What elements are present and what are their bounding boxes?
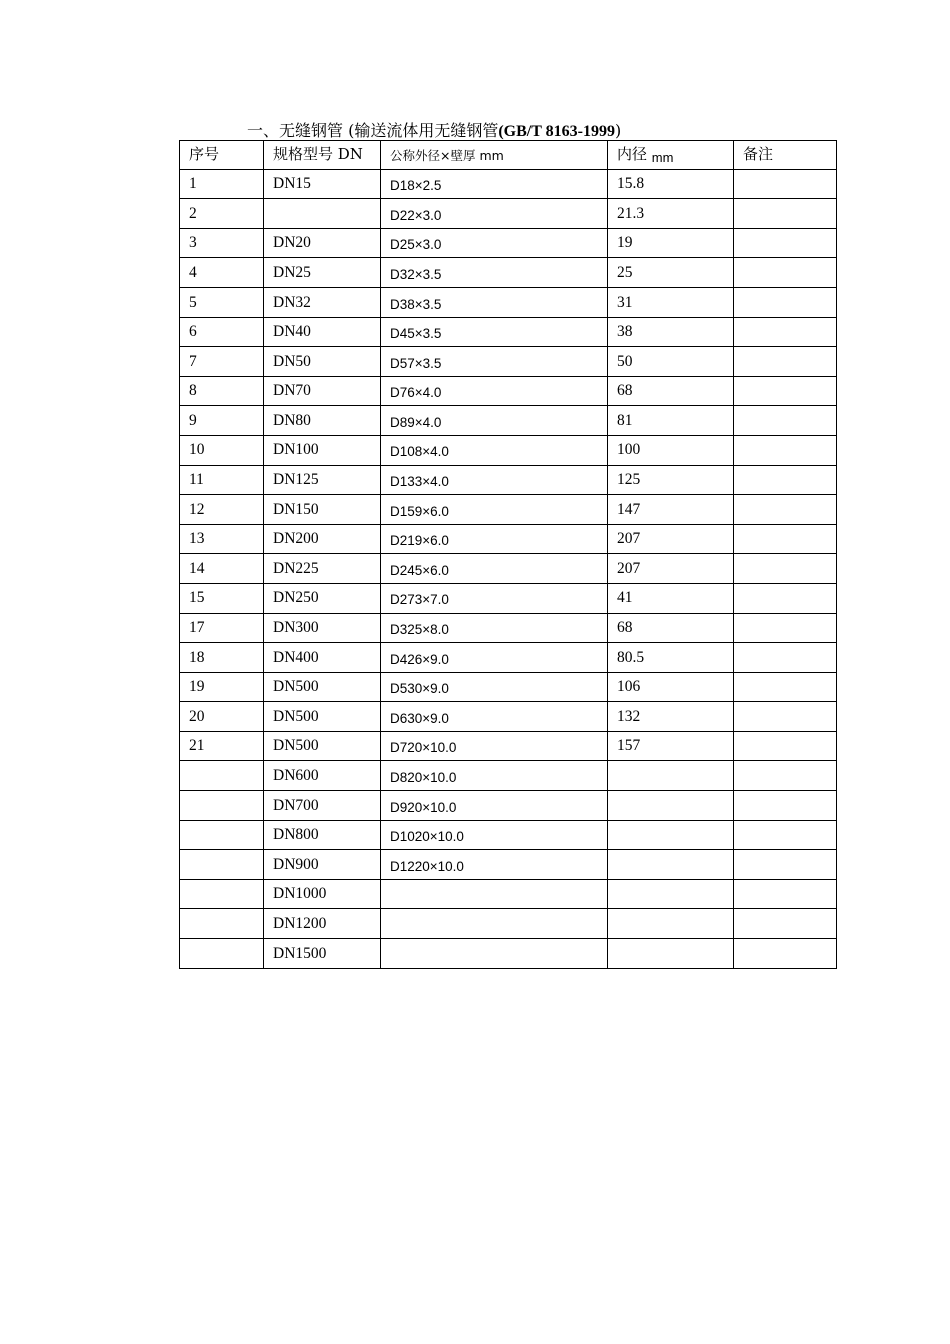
- table-body: [180, 169, 837, 968]
- cell-size: D159×6.0: [381, 495, 608, 525]
- table-row: [180, 613, 837, 643]
- cell-seq: 14: [180, 554, 264, 584]
- cell-inner-diameter: [608, 850, 734, 880]
- cell-spec: DN225: [264, 554, 381, 584]
- cell-spec: DN20: [264, 228, 381, 258]
- cell-inner-diameter: 38: [608, 317, 734, 347]
- cell-seq: [180, 939, 264, 969]
- header-inner-diameter: [608, 141, 734, 170]
- cell-size: D1220×10.0: [381, 850, 608, 880]
- cell-size: D45×3.5: [381, 317, 608, 347]
- cell-remark: [734, 199, 837, 229]
- cell-inner-diameter: 81: [608, 406, 734, 436]
- cell-seq: 3: [180, 228, 264, 258]
- cell-spec: DN700: [264, 791, 381, 821]
- cell-seq: [180, 791, 264, 821]
- cell-inner-diameter: 106: [608, 672, 734, 702]
- cell-inner-diameter: 21.3: [608, 199, 734, 229]
- table-row: [180, 672, 837, 702]
- cell-seq: [180, 909, 264, 939]
- cell-remark: [734, 258, 837, 288]
- cell-seq: 8: [180, 376, 264, 406]
- cell-remark: [734, 672, 837, 702]
- table-row: [180, 791, 837, 821]
- cell-size: D89×4.0: [381, 406, 608, 436]
- cell-size: D108×4.0: [381, 435, 608, 465]
- cell-spec: DN80: [264, 406, 381, 436]
- table-header-row: [180, 141, 837, 170]
- cell-inner-diameter: 25: [608, 258, 734, 288]
- cell-remark: [734, 495, 837, 525]
- cell-spec: DN150: [264, 495, 381, 525]
- cell-remark: [734, 524, 837, 554]
- cell-spec: DN70: [264, 376, 381, 406]
- cell-remark: [734, 820, 837, 850]
- table-row: [180, 347, 837, 377]
- table-row: [180, 731, 837, 761]
- cell-inner-diameter: [608, 791, 734, 821]
- cell-remark: [734, 643, 837, 673]
- cell-seq: 6: [180, 317, 264, 347]
- cell-seq: [180, 761, 264, 791]
- cell-remark: [734, 702, 837, 732]
- cell-spec: DN100: [264, 435, 381, 465]
- cell-spec: DN900: [264, 850, 381, 880]
- cell-remark: [734, 435, 837, 465]
- document-title: [247, 118, 621, 141]
- table-row: [180, 583, 837, 613]
- cell-size: D133×4.0: [381, 465, 608, 495]
- cell-inner-diameter: 132: [608, 702, 734, 732]
- table-row: [180, 524, 837, 554]
- table-row: [180, 376, 837, 406]
- cell-size: D820×10.0: [381, 761, 608, 791]
- cell-spec: DN15: [264, 169, 381, 199]
- cell-remark: [734, 939, 837, 969]
- table-row: [180, 820, 837, 850]
- cell-remark: [734, 228, 837, 258]
- cell-seq: 10: [180, 435, 264, 465]
- cell-remark: [734, 406, 837, 436]
- cell-size: [381, 909, 608, 939]
- cell-seq: 2: [180, 199, 264, 229]
- header-inner-label: 内径: [617, 145, 648, 164]
- cell-spec: DN250: [264, 583, 381, 613]
- cell-seq: 5: [180, 287, 264, 317]
- cell-size: D920×10.0: [381, 791, 608, 821]
- cell-size: [381, 879, 608, 909]
- table-row: [180, 554, 837, 584]
- table-row: [180, 406, 837, 436]
- table-row: [180, 435, 837, 465]
- cell-seq: 20: [180, 702, 264, 732]
- cell-spec: DN32: [264, 287, 381, 317]
- cell-spec: DN1000: [264, 879, 381, 909]
- cell-remark: [734, 317, 837, 347]
- cell-size: D245×6.0: [381, 554, 608, 584]
- cell-remark: [734, 169, 837, 199]
- table-row: [180, 643, 837, 673]
- cell-size: D1020×10.0: [381, 820, 608, 850]
- cell-inner-diameter: [608, 761, 734, 791]
- cell-remark: [734, 761, 837, 791]
- cell-seq: [180, 850, 264, 880]
- header-inner-unit: mm: [651, 150, 674, 166]
- cell-remark: [734, 791, 837, 821]
- cell-spec: DN1200: [264, 909, 381, 939]
- table-row: [180, 228, 837, 258]
- table-row: [180, 850, 837, 880]
- cell-inner-diameter: [608, 939, 734, 969]
- header-size: 公称外径×壁厚 mm: [381, 141, 608, 170]
- cell-inner-diameter: 207: [608, 524, 734, 554]
- cell-seq: 17: [180, 613, 264, 643]
- cell-spec: DN25: [264, 258, 381, 288]
- cell-size: D38×3.5: [381, 287, 608, 317]
- cell-spec: DN300: [264, 613, 381, 643]
- cell-spec: DN600: [264, 761, 381, 791]
- cell-size: D426×9.0: [381, 643, 608, 673]
- cell-size: D530×9.0: [381, 672, 608, 702]
- table-row: [180, 879, 837, 909]
- title-prefix: 一、无缝钢管 (输送流体用无缝钢管: [247, 121, 499, 140]
- cell-spec: DN1500: [264, 939, 381, 969]
- cell-spec: DN500: [264, 672, 381, 702]
- cell-size: [381, 939, 608, 969]
- cell-inner-diameter: 125: [608, 465, 734, 495]
- cell-seq: 7: [180, 347, 264, 377]
- cell-seq: 21: [180, 731, 264, 761]
- cell-remark: [734, 909, 837, 939]
- cell-inner-diameter: 68: [608, 376, 734, 406]
- table-row: [180, 169, 837, 199]
- table-row: [180, 761, 837, 791]
- cell-size: D18×2.5: [381, 169, 608, 199]
- cell-seq: 1: [180, 169, 264, 199]
- cell-seq: [180, 820, 264, 850]
- table-row: [180, 317, 837, 347]
- cell-spec: DN500: [264, 702, 381, 732]
- cell-inner-diameter: 157: [608, 731, 734, 761]
- cell-remark: [734, 731, 837, 761]
- cell-seq: 12: [180, 495, 264, 525]
- cell-seq: 9: [180, 406, 264, 436]
- cell-remark: [734, 465, 837, 495]
- cell-spec: DN200: [264, 524, 381, 554]
- cell-inner-diameter: 68: [608, 613, 734, 643]
- cell-inner-diameter: 80.5: [608, 643, 734, 673]
- table-row: [180, 702, 837, 732]
- cell-spec: DN800: [264, 820, 381, 850]
- cell-size: D25×3.0: [381, 228, 608, 258]
- cell-size: D57×3.5: [381, 347, 608, 377]
- cell-remark: [734, 554, 837, 584]
- cell-remark: [734, 347, 837, 377]
- cell-spec: DN125: [264, 465, 381, 495]
- cell-inner-diameter: 100: [608, 435, 734, 465]
- cell-seq: 19: [180, 672, 264, 702]
- table-row: [180, 287, 837, 317]
- cell-inner-diameter: 147: [608, 495, 734, 525]
- cell-inner-diameter: [608, 909, 734, 939]
- cell-seq: 15: [180, 583, 264, 613]
- cell-inner-diameter: [608, 820, 734, 850]
- cell-spec: DN500: [264, 731, 381, 761]
- cell-seq: 13: [180, 524, 264, 554]
- cell-inner-diameter: [608, 879, 734, 909]
- cell-size: D32×3.5: [381, 258, 608, 288]
- cell-size: D22×3.0: [381, 199, 608, 229]
- cell-seq: 11: [180, 465, 264, 495]
- cell-remark: [734, 376, 837, 406]
- cell-inner-diameter: 19: [608, 228, 734, 258]
- cell-remark: [734, 879, 837, 909]
- cell-inner-diameter: 41: [608, 583, 734, 613]
- table-row: [180, 465, 837, 495]
- seamless-steel-pipe-table: [179, 140, 837, 969]
- cell-size: D720×10.0: [381, 731, 608, 761]
- cell-spec: [264, 199, 381, 229]
- table-row: [180, 199, 837, 229]
- cell-spec: DN40: [264, 317, 381, 347]
- header-remark: 备注: [734, 141, 837, 170]
- cell-seq: 18: [180, 643, 264, 673]
- cell-size: D630×9.0: [381, 702, 608, 732]
- cell-seq: 4: [180, 258, 264, 288]
- header-seq: 序号: [180, 141, 264, 170]
- cell-remark: [734, 850, 837, 880]
- cell-seq: [180, 879, 264, 909]
- cell-inner-diameter: 207: [608, 554, 734, 584]
- cell-remark: [734, 287, 837, 317]
- cell-size: D219×6.0: [381, 524, 608, 554]
- cell-remark: [734, 583, 837, 613]
- cell-inner-diameter: 15.8: [608, 169, 734, 199]
- cell-inner-diameter: 31: [608, 287, 734, 317]
- cell-remark: [734, 613, 837, 643]
- title-suffix: ): [614, 121, 622, 140]
- header-spec: 规格型号 DN: [264, 141, 381, 170]
- title-standard-code: (GB/T 8163-1999: [498, 123, 615, 140]
- table-row: [180, 939, 837, 969]
- cell-spec: DN400: [264, 643, 381, 673]
- cell-spec: DN50: [264, 347, 381, 377]
- table-row: [180, 258, 837, 288]
- table-row: [180, 495, 837, 525]
- cell-size: D325×8.0: [381, 613, 608, 643]
- cell-inner-diameter: 50: [608, 347, 734, 377]
- cell-size: D76×4.0: [381, 376, 608, 406]
- cell-size: D273×7.0: [381, 583, 608, 613]
- table-row: [180, 909, 837, 939]
